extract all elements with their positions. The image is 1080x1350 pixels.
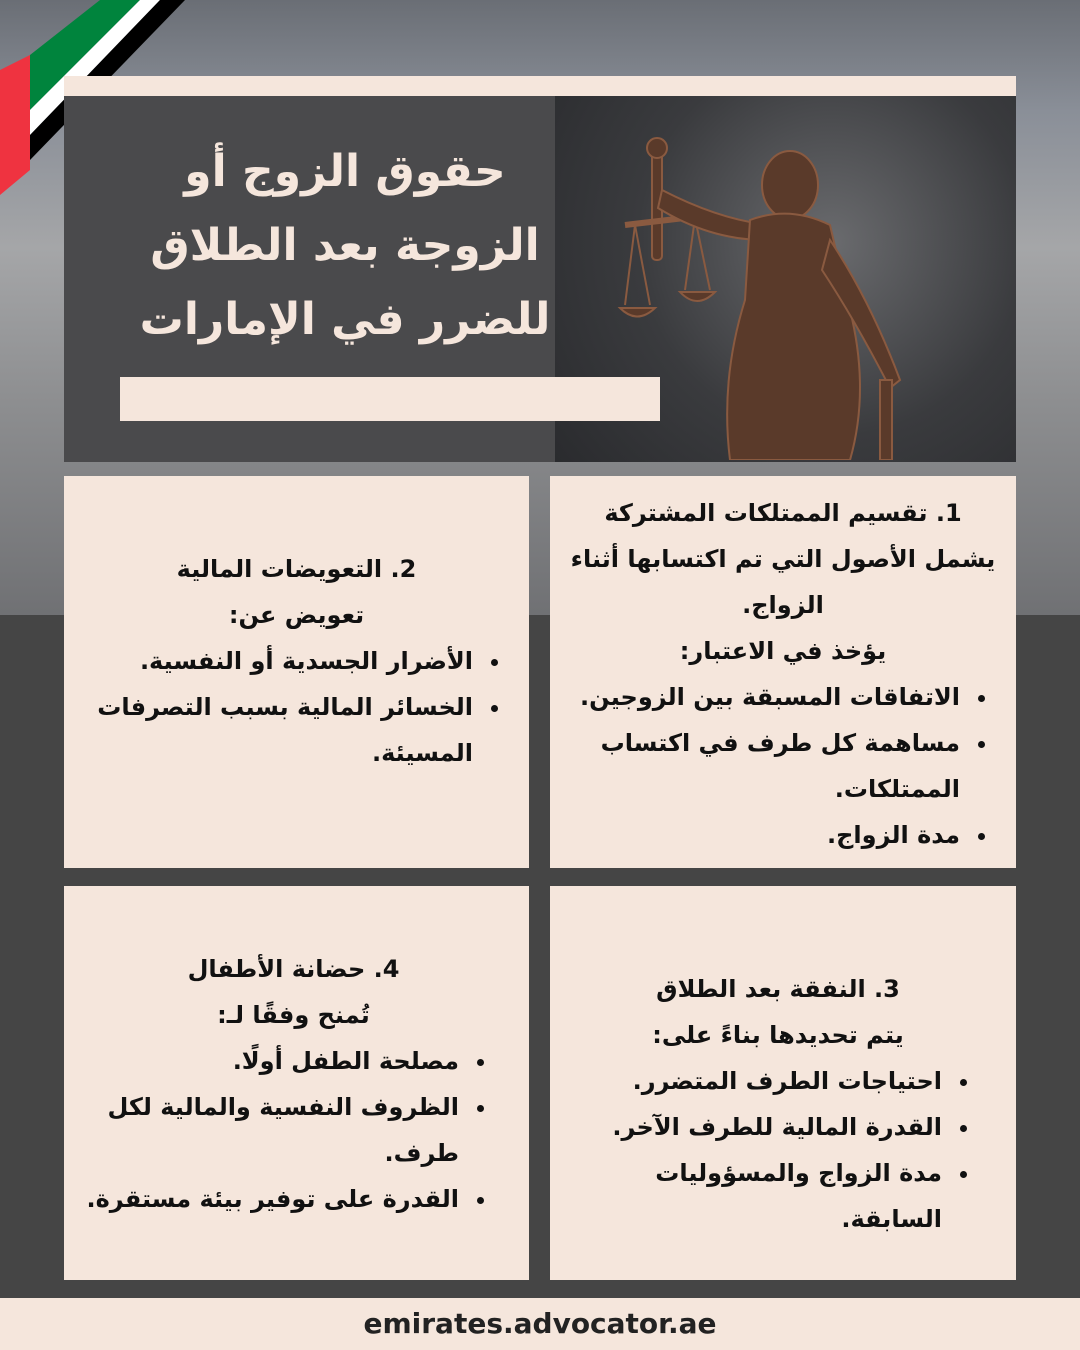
card-subtitle: يتم تحديدها بناءً على: bbox=[652, 1021, 904, 1049]
list-item: • الظروف النفسية والمالية لكل طرف. bbox=[84, 1084, 463, 1176]
card-title: 3. النفقة بعد الطلاق bbox=[656, 975, 900, 1003]
list-item: • مساهمة كل طرف في اكتساب الممتلكات. bbox=[562, 720, 964, 812]
list-item: • الاتفاقات المسبقة بين الزوجين. bbox=[562, 674, 964, 720]
card-title: 1. تقسيم الممتلكات المشتركة bbox=[604, 499, 962, 527]
card-title: 4. حضانة الأطفال bbox=[187, 955, 400, 983]
list-item: • القدرة المالية للطرف الآخر. bbox=[570, 1104, 946, 1150]
list-item: • مدة الزواج. bbox=[562, 812, 964, 858]
hero-title-line-3: للضرر في الإمارات bbox=[139, 294, 551, 345]
list-item: • القدرة على توفير بيئة مستقرة. bbox=[84, 1176, 463, 1222]
footer-bar bbox=[0, 1298, 1080, 1350]
card-property-division bbox=[550, 476, 1016, 868]
card-list bbox=[84, 1038, 503, 1222]
list-item: • الأضرار الجسدية أو النفسية. bbox=[76, 638, 477, 684]
hero-accent-bar bbox=[120, 377, 660, 421]
card-alimony bbox=[550, 886, 1016, 1280]
list-item: • الخسائر المالية بسبب التصرفات المسيئة. bbox=[76, 684, 477, 776]
card-intro: يشمل الأصول التي تم اكتسابها أثناء الزواج. bbox=[570, 545, 996, 619]
card-subtitle: تعويض عن: bbox=[228, 601, 365, 629]
card-subtitle: يؤخذ في الاعتبار: bbox=[679, 637, 887, 665]
hero-title-line-1: حقوق الزوج أو bbox=[184, 146, 506, 197]
card-subtitle: تُمنح وفقًا لـ: bbox=[217, 1001, 370, 1029]
card-list bbox=[562, 674, 1004, 858]
list-item: • احتياجات الطرف المتضرر. bbox=[570, 1058, 946, 1104]
hero-frame-top bbox=[64, 76, 1016, 96]
card-child-custody bbox=[64, 886, 529, 1280]
list-item: • مصلحة الطفل أولًا. bbox=[84, 1038, 463, 1084]
card-list bbox=[76, 638, 517, 776]
card-financial-compensation bbox=[64, 476, 529, 868]
list-item: • مدة الزواج والمسؤوليات السابقة. bbox=[570, 1150, 946, 1242]
website-link[interactable]: emirates.advocator.ae bbox=[363, 1307, 717, 1340]
hero-title bbox=[110, 135, 580, 357]
card-title: 2. التعويضات المالية bbox=[176, 555, 417, 583]
hero-title-line-2: الزوجة بعد الطلاق bbox=[150, 220, 540, 271]
card-list bbox=[570, 1058, 986, 1242]
